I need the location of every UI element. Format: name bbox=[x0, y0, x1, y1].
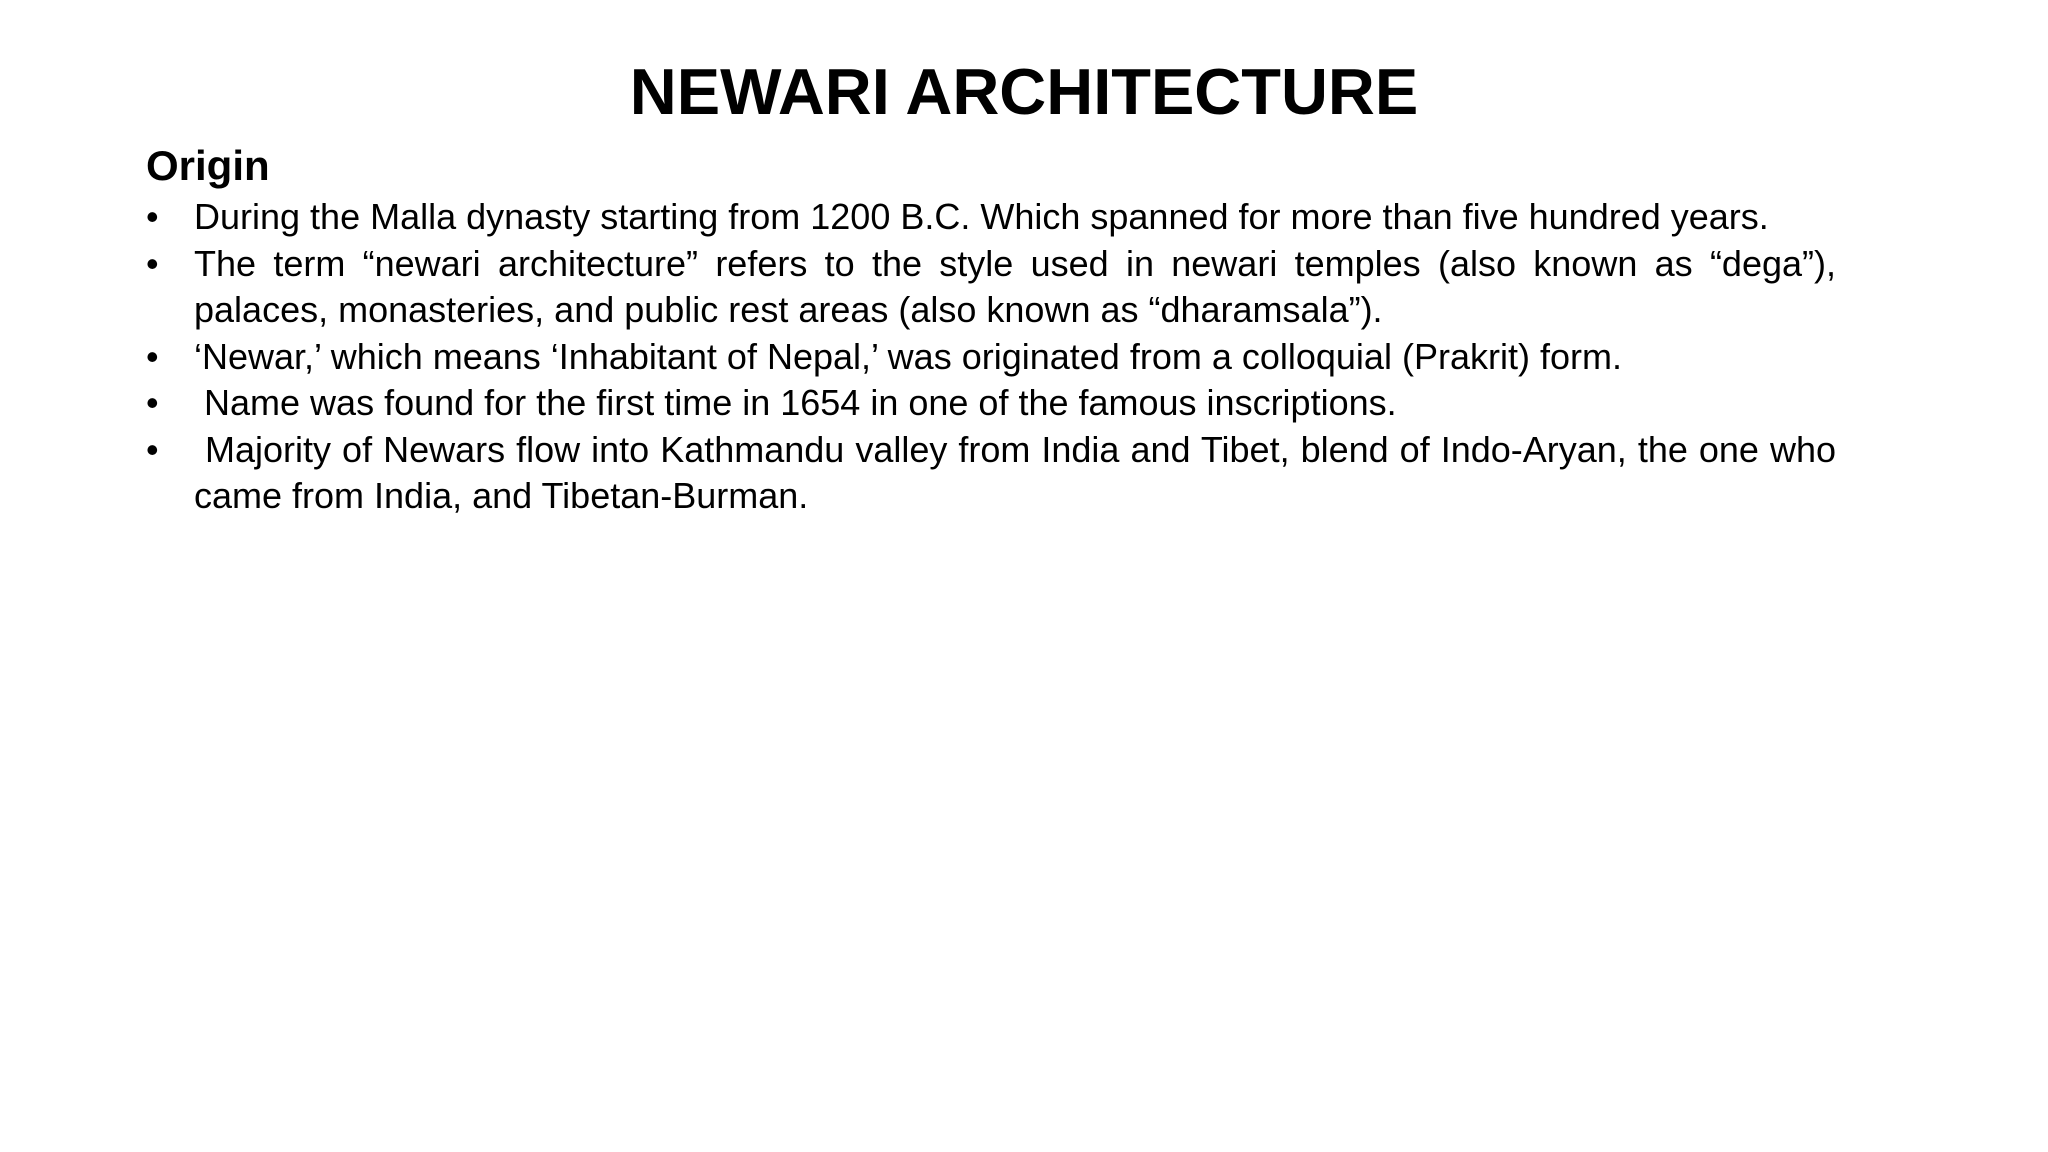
bullet-icon: • bbox=[146, 242, 159, 284]
bullet-item bbox=[146, 334, 1836, 381]
bullet-text: During the Malla dynasty starting from 1200 B.C. Which spanned for more than five hundred years. bbox=[194, 196, 1769, 237]
bullet-item bbox=[146, 427, 1836, 520]
bullet-item bbox=[146, 194, 1836, 241]
slide-title: NEWARI ARCHITECTURE bbox=[629, 55, 1419, 128]
bullet-item bbox=[146, 380, 1836, 427]
bullet-text: The term “newari architecture” refers to the style used in newari temples (also known as “dega”), palaces, monasteries, and public rest areas (also known as “dharamsala”). bbox=[194, 242, 1836, 330]
bullet-item bbox=[146, 241, 1836, 334]
slide-content bbox=[146, 140, 1836, 520]
bullet-icon: • bbox=[146, 335, 159, 377]
bullet-text: Majority of Newars flow into Kathmandu valley from India and Tibet, blend of Indo-Aryan, the one who came from India, and Tibetan-Burman. bbox=[194, 428, 1836, 516]
bullet-icon: • bbox=[146, 196, 159, 237]
bullet-text: Name was found for the first time in 1654 in one of the famous inscriptions. bbox=[204, 382, 1397, 423]
bullet-list bbox=[146, 194, 1836, 520]
section-heading-origin: Origin bbox=[146, 142, 270, 189]
bullet-icon: • bbox=[146, 428, 159, 470]
bullet-icon: • bbox=[146, 382, 159, 423]
bullet-text: ‘Newar,’ which means ‘Inhabitant of Nepal,’ was originated from a colloquial (Prakrit) form. bbox=[194, 335, 1622, 377]
